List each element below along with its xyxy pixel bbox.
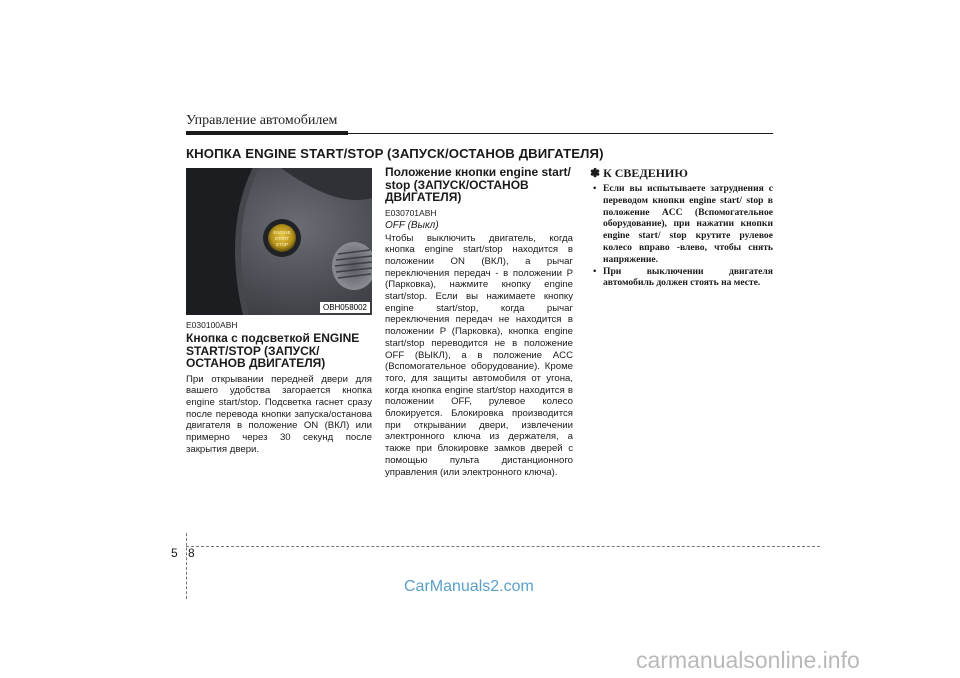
off-position-heading: OFF (Выкл) bbox=[385, 219, 439, 231]
notice-item-text: Если вы испытываете затруднения с переводом кнопки engine start/ stop в положение ACC (Вспомогательное оборудование), при нажатии кнопки engine start/ stop крутите рулевое колесо вправо -влево, чтобы снять напряжение. bbox=[603, 183, 773, 265]
subheading-illuminated-button: Кнопка с подсветкой ENGINE START/STOP (ЗАПУСК/ОСТАНОВ ДВИГАТЕЛЯ) bbox=[186, 331, 360, 370]
dashboard-illustration bbox=[186, 168, 372, 315]
button-label-start: START bbox=[274, 236, 290, 241]
section-code-1: E030100ABH bbox=[186, 320, 238, 330]
notice-title bbox=[590, 166, 773, 181]
page-chapter: 5 bbox=[171, 546, 178, 560]
page-number: 8 bbox=[188, 546, 195, 560]
watermark-site: carmanualsonline.info bbox=[636, 647, 860, 673]
bullet-icon: • bbox=[593, 265, 597, 277]
footer-vertical-rule bbox=[186, 533, 187, 599]
column-middle bbox=[385, 166, 573, 478]
subheading-button-position: Положение кнопки engine start/ stop (ЗАПУСК/ОСТАНОВ ДВИГАТЕЛЯ) bbox=[385, 165, 571, 204]
button-label-stop: STOP bbox=[275, 242, 289, 247]
watermark-carmanuals2[interactable]: CarManuals2.com bbox=[404, 578, 534, 595]
column-left bbox=[186, 320, 372, 455]
body-text-1: При открывании передней двери для вашего удобства загорается кнопка engine start/stop. Подсветка гаснет сразу после перевода кнопки запуска/останова двигателя в положение ON (ВКЛ) или примерно через 30 секунд после закрытия двери. bbox=[186, 373, 372, 455]
notice-item bbox=[590, 183, 773, 266]
body-text-2: Чтобы выключить двигатель, когда кнопка engine start/stop находится в положении ON (ВКЛ), а рычаг переключения передач - в положении P (Парковка), нажмите кнопку engine start/stop. Если вы нажимаете кнопку engine start/stop, когда рычаг переключения передач не находится в положении P (Парковка), кнопка engine start/stop переводится не в положение OFF (ВЫКЛ), а в положение ACC (Вспомогательное оборудование). Кроме того, для защиты автомобиля от угона, когда кнопка engine start/stop находится в положении OFF, рулевое колесо блокируется. Блокировка производится при открывании двери, извлечении электронного ключа из держателя, а также при блокировке замков дверей с помощью пульта дистанционного управления (или электронного ключа). bbox=[385, 232, 573, 478]
bullet-icon: • bbox=[593, 183, 597, 194]
notice-item bbox=[590, 266, 773, 290]
page-header-title: Управление автомобилем bbox=[186, 113, 338, 128]
notice-title-text: К СВЕДЕНИЮ bbox=[603, 166, 688, 180]
column-right-notice bbox=[590, 166, 773, 289]
engine-button-photo bbox=[186, 168, 372, 315]
header-rule-thick bbox=[186, 131, 348, 135]
footer-dashed-rule bbox=[186, 546, 820, 547]
notice-list bbox=[590, 183, 773, 289]
notice-item-text: При выключении двигателя автомобиль должен стоять на месте. bbox=[603, 265, 773, 289]
asterisk-icon: ✽ bbox=[590, 166, 601, 180]
figure-caption: OBH058002 bbox=[320, 302, 370, 313]
section-title: КНОПКА ENGINE START/STOP (ЗАПУСК/ОСТАНОВ ДВИГАТЕЛЯ) bbox=[186, 146, 604, 161]
header-rule-thin bbox=[348, 133, 773, 134]
button-label-engine: ENGINE bbox=[273, 230, 291, 235]
section-code-2: E030701ABH bbox=[385, 207, 437, 218]
